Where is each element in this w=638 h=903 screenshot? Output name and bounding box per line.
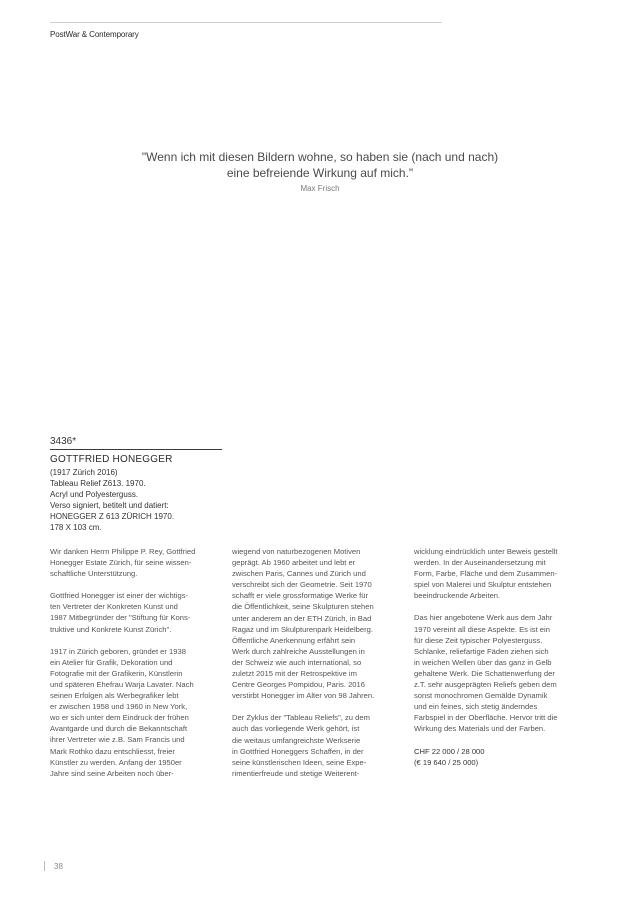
text-line: Farbspiel in der Oberfläche. Hervor tritt die bbox=[414, 713, 558, 723]
paragraph bbox=[50, 646, 216, 779]
artwork-inscription: Verso signiert, betitelt und datiert: bbox=[50, 501, 169, 510]
text-line: 1917 in Zürich geboren, gründet er 1938 bbox=[50, 646, 186, 656]
text-line: für diese Zeit typischer Polyesterguss. bbox=[414, 635, 543, 645]
paragraph bbox=[232, 546, 398, 701]
artist-name: GOTTFRIED HONEGGER bbox=[50, 454, 173, 465]
artwork-medium: Acryl und Polyesterguss. bbox=[50, 490, 139, 499]
text-line: Fotografie mit der Grafikerin, Künstlerin bbox=[50, 668, 183, 678]
text-line: ihrer Vertreter wie z.B. Sam Francis und bbox=[50, 735, 185, 745]
text-line: Mark Rothko dazu entschliesst, freier bbox=[50, 746, 175, 756]
text-line: 1987 Mitbegründer der "Stiftung für Kons- bbox=[50, 613, 191, 623]
text-line: Gottfried Honegger ist einer der wichtigs- bbox=[50, 591, 189, 601]
quote-line: eine befreiende Wirkung auf mich." bbox=[226, 166, 414, 180]
text-line: verstirbt Honegger im Alter von 98 Jahren. bbox=[232, 691, 375, 701]
text-line: wicklung eindrücklich unter Beweis gestellt bbox=[414, 547, 558, 556]
page-number: 38 bbox=[54, 862, 63, 871]
text-line: gehaltene Werk. Die Schattenwerfung der bbox=[414, 668, 555, 678]
text-line: die weitaus umfangreichste Werkserie bbox=[232, 735, 361, 745]
text-line: z.T. sehr ausgeprägten Reliefs geben dem bbox=[414, 680, 557, 690]
text-line: der Schweiz wie auch international, so bbox=[232, 657, 362, 667]
text-line: Wirkung des Materials und der Farben. bbox=[414, 724, 546, 734]
paragraph bbox=[232, 712, 398, 779]
text-line: verschreibt sich der Geometrie. Seit 1970 bbox=[232, 580, 372, 590]
text-line: auch das vorliegende Werk gehört, ist bbox=[232, 724, 360, 734]
lot-details bbox=[50, 467, 230, 533]
text-line: wo er sich unter dem Eindruck der frühen bbox=[50, 713, 189, 723]
text-line: truktive und Konkrete Kunst Zürich". bbox=[50, 624, 172, 634]
text-line: ten Vertreter der Konkreten Kunst und bbox=[50, 602, 178, 612]
text-line: beeindruckende Arbeiten. bbox=[414, 591, 501, 601]
text-line: seinen Erfolgen als Werbegrafiker lebt bbox=[50, 691, 179, 701]
artwork-inscription-text: HONEGGER Z 613 ZÜRICH 1970. bbox=[50, 512, 175, 521]
text-line: und späteren Ehefrau Warja Lavater. Nach bbox=[50, 679, 194, 689]
text-line: Avantgarde und durch die Bekanntschaft bbox=[50, 724, 188, 734]
text-column-2 bbox=[232, 546, 398, 790]
text-line: Künstler zu werden. Anfang der 1950er bbox=[50, 757, 182, 767]
text-line: Das hier angebotene Werk aus dem Jahr bbox=[414, 613, 553, 623]
text-line: Der Zyklus der "Tableau Reliefs", zu dem bbox=[232, 713, 370, 723]
text-line: zwischen Paris, Cannes und Zürich und bbox=[232, 569, 366, 579]
text-line: zuletzt 2015 mit der Retrospektive im bbox=[232, 669, 357, 679]
artwork-title: Tableau Relief Z613. 1970. bbox=[50, 479, 146, 488]
text-line: wiegend von naturbezogenen Motiven bbox=[232, 547, 361, 556]
text-line: schafft er viele grossformatige Werke für bbox=[232, 591, 369, 601]
text-line: schaftliche Unterstützung. bbox=[50, 569, 138, 579]
text-line: unter anderem an der ETH Zürich, in Bad bbox=[232, 613, 372, 623]
text-line: werden. In der Auseinandersetzung mit bbox=[414, 558, 546, 568]
quote bbox=[90, 149, 550, 181]
text-line: Centre Georges Pompidou, Paris. 2016 bbox=[232, 680, 365, 690]
text-line: die Öffentlichkeit, seine Skulpturen stehen bbox=[232, 602, 374, 612]
price-chf: CHF 22 000 / 28 000 bbox=[414, 746, 485, 756]
text-line: 1970 vereint all diese Aspekte. Es ist ein bbox=[414, 624, 550, 634]
text-line: sonst monochromen Gemälde Dynamik bbox=[414, 691, 548, 701]
text-line: Öffentliche Anerkennung erfährt sein bbox=[232, 635, 356, 645]
text-line: seine künstlerischen Ideen, seine Expe- bbox=[232, 757, 367, 767]
paragraph bbox=[414, 612, 580, 734]
header-rule bbox=[50, 22, 442, 23]
paragraph bbox=[414, 546, 580, 601]
footer-divider bbox=[44, 861, 45, 871]
quote-line: "Wenn ich mit diesen Bildern wohne, so haben sie (nach und nach) bbox=[141, 150, 499, 164]
price-eur: (€ 19 640 / 25 000) bbox=[414, 757, 479, 767]
text-line: er zwischen 1958 und 1960 in New York, bbox=[50, 702, 188, 712]
text-line: rimentierfreude und stetige Weiterent- bbox=[232, 768, 360, 778]
section-title: PostWar & Contemporary bbox=[50, 30, 139, 39]
text-line: Honegger Estate Zürich, für seine wissen- bbox=[50, 558, 192, 568]
text-line: Schlanke, reliefartige Fäden ziehen sich bbox=[414, 646, 549, 656]
text-line: Jahre sind seine Arbeiten noch über- bbox=[50, 768, 174, 778]
estimate-price bbox=[414, 746, 580, 768]
text-column-1 bbox=[50, 546, 216, 790]
text-line: ein Atelier für Grafik, Dekoration und bbox=[50, 657, 173, 667]
text-line: Ragaz und im Skulpturenpark Heidelberg. bbox=[232, 624, 373, 634]
text-line: geprägt. Ab 1960 arbeitet und lebt er bbox=[232, 558, 356, 568]
text-line: Werk durch zahlreiche Ausstellungen in bbox=[232, 646, 365, 656]
lot-divider bbox=[50, 449, 222, 450]
text-line: in Gottfried Honeggers Schaffen, in der bbox=[232, 746, 364, 756]
paragraph bbox=[50, 590, 216, 634]
text-line: Form, Farbe, Fläche und dem Zusammen- bbox=[414, 569, 558, 579]
artist-dates: (1917 Zürich 2016) bbox=[50, 468, 118, 477]
text-line: und ein feines, sich stetig änderndes bbox=[414, 702, 538, 712]
paragraph bbox=[50, 546, 216, 579]
text-column-3 bbox=[414, 546, 580, 779]
quote-author: Max Frisch bbox=[300, 184, 340, 193]
artwork-dimensions: 178 X 103 cm. bbox=[50, 523, 102, 532]
lot-number: 3436* bbox=[50, 436, 77, 447]
text-line: in weichen Wellen über das ganz in Gelb bbox=[414, 657, 552, 667]
text-line: Wir danken Herrn Philippe P. Rey, Gottfried bbox=[50, 547, 196, 556]
text-line: spiel von Malerei und Skulptur entstehen bbox=[414, 580, 552, 590]
